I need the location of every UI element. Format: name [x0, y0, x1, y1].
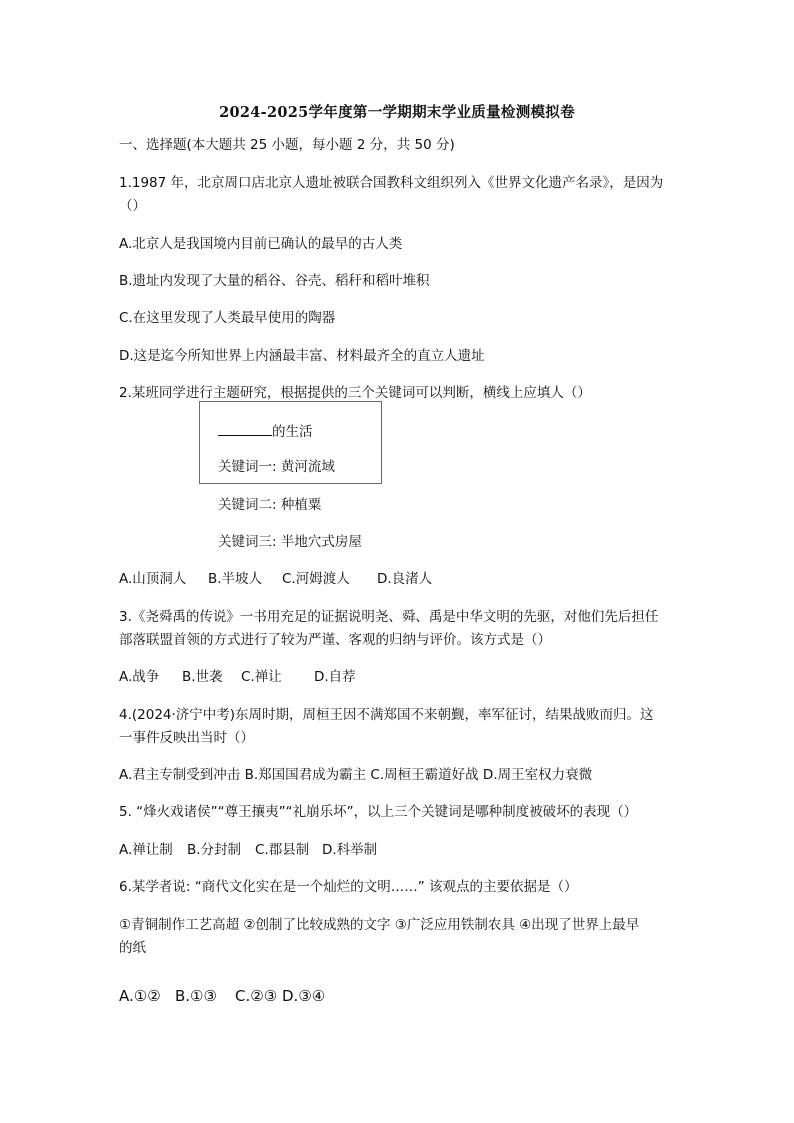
- question-5-option-c: C.郡县制: [255, 842, 310, 858]
- topic-suffix: 的生活: [272, 424, 313, 440]
- question-3-option-b: B.世袭: [182, 669, 223, 685]
- question-4-stem-line1: 4.(2024·济宁中考)东周时期，周桓王因不满郑国不来朝觐，率军征讨，结果战败而归。这: [119, 707, 654, 723]
- exam-title: 2024-2025学年度第一学期期末学业质量检测模拟卷: [219, 104, 575, 121]
- question-6-option-d: D.③④: [282, 987, 326, 1005]
- question-1-option-b: B.遗址内发现了大量的稻谷、谷壳、稻秆和稻叶堆积: [119, 273, 430, 289]
- question-2-keyword-2: 关键词二: 种植粟: [218, 497, 322, 513]
- question-2-topic-line: [218, 422, 313, 441]
- question-6-option-c: C.②③: [235, 987, 278, 1005]
- question-5-option-d: D.科举制: [322, 842, 378, 858]
- question-2-stem: 2.某班同学进行主题研究，根据提供的三个关键词可以判断，横线上应填人（）: [119, 385, 591, 401]
- question-6-stem: 6.某学者说: “商代文化实在是一个灿烂的文明……” 该观点的主要依据是（）: [119, 879, 578, 895]
- question-6-option-b: B.①③: [175, 987, 217, 1005]
- fill-in-blank: [218, 422, 272, 436]
- question-5-stem: 5. “烽火戏诸侯”“尊王攘夷”“礼崩乐坏”，以上三个关键词是哪种制度被破坏的表现（）: [119, 804, 638, 820]
- question-2-option-b: B.半坡人: [208, 571, 263, 587]
- question-5-options: [119, 841, 377, 859]
- question-6-items-line2: 的纸: [119, 940, 146, 956]
- question-5-option-a: A.禅让制: [119, 842, 173, 858]
- question-4-stem-line2: 一事件反映出当时（）: [119, 730, 254, 746]
- section-heading: 一、选择题(本大题共 25 小题，每小题 2 分，共 50 分): [119, 137, 455, 153]
- question-3-stem-line2: 部落联盟首领的方式进行了较为严谨、客观的归纳与评价。该方式是（）: [119, 632, 551, 648]
- question-1-stem-line2: （）: [119, 198, 146, 214]
- question-3-option-a: A.战争: [119, 669, 160, 685]
- question-3-option-c: C.禅让: [241, 669, 282, 685]
- question-1-option-a: A.北京人是我国境内目前已确认的最早的古人类: [119, 236, 403, 252]
- question-1-option-c: C.在这里发现了人类最早使用的陶器: [119, 310, 336, 326]
- question-3-stem-line1: 3.《尧舜禹的传说》一书用充足的证据说明尧、舜、禹是中华文明的先驱，对他们先后担任: [119, 609, 659, 625]
- question-4-options: A.君主专制受到冲击 B.郑国国君成为霸主 C.周桓王霸道好战 D.周王室权力衰微: [119, 767, 593, 783]
- question-2-keyword-1: 关键词一: 黄河流域: [218, 459, 335, 475]
- question-2-keyword-3: 关键词三: 半地穴式房屋: [218, 534, 362, 550]
- question-6-items-line1: ①青铜制作工艺高超 ②创制了比较成熟的文字 ③广泛应用铁制农具 ④出现了世界上最早: [119, 917, 640, 933]
- question-2-option-c: C.河姆渡人: [282, 571, 350, 587]
- question-2-options: [119, 570, 432, 588]
- question-3-options: [119, 668, 356, 686]
- question-6-options: [119, 987, 325, 1005]
- question-2-option-a: A.山顶洞人: [119, 571, 187, 587]
- question-5-option-b: B.分封制: [187, 842, 242, 858]
- question-1-option-d: D.这是迄今所知世界上内涵最丰富、材料最齐全的直立人遗址: [119, 348, 485, 364]
- question-3-option-d: D.自荐: [314, 669, 356, 685]
- question-1-stem-line1: 1.1987 年，北京周口店北京人遗址被联合国教科文组织列入《世界文化遗产名录》，是因为: [119, 175, 664, 191]
- question-2-option-d: D.良渚人: [377, 571, 433, 587]
- question-6-option-a: A.①②: [119, 987, 161, 1005]
